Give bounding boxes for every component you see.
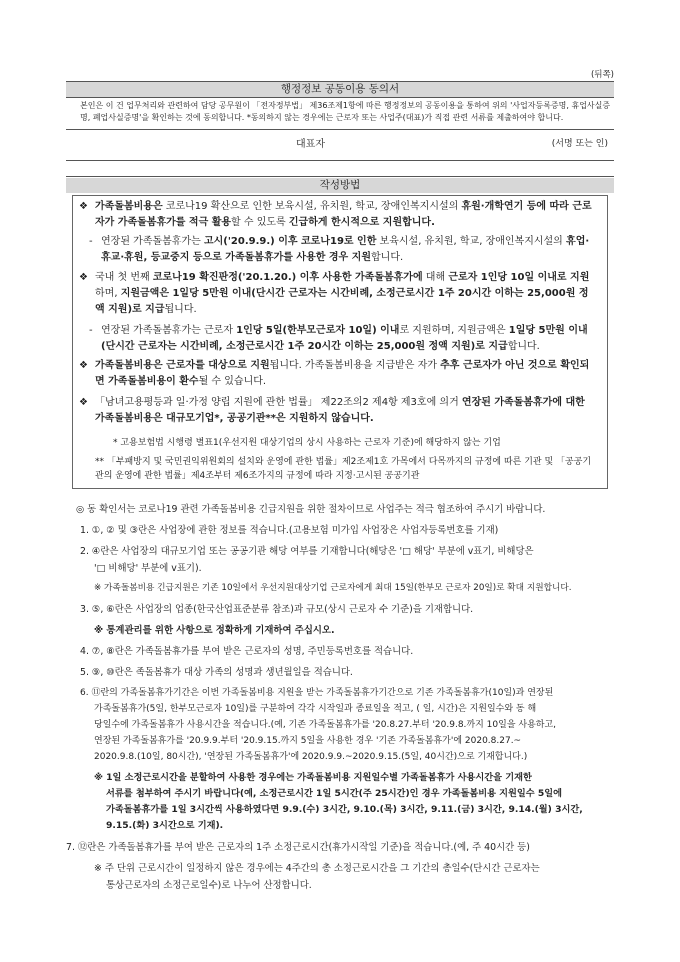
instruction-6 <box>80 687 620 701</box>
signature-field[interactable]: (서명 또는 인) <box>551 139 608 149</box>
instruction-4: 4. ⑦, ⑧란은 가족돌봄휴가를 부여 받은 근로자의 성명, 주민등록번호를 적습니다. <box>80 646 414 657</box>
instruction-6-line: 2020.9.8.(10일, 80시간), '연장된 가족돌봄휴가'에 2020.9.9.~2020.9.15.(5일, 40시간)으로 기재합니다.) <box>94 752 528 762</box>
body-text: 보육시설, 유치원, 학교, 장애인복지시설의 <box>376 236 567 247</box>
note-7-line: ※ 주 단위 근로시간이 일정하지 않은 경우에는 4주간의 총 소정근로시간을 그 기간의 총일수(단시간 근로자는 <box>94 863 540 874</box>
diamond-marker: ❖ <box>79 360 88 371</box>
emph-text: 추후 근로자가 아닌 것으로 확인되면 가족돌봄비용이 환수 <box>95 360 590 388</box>
body-text: 「남녀고용평등과 일·가정 양립 지원에 관한 법률」 제22조의2 제4항 제3호에 의거 <box>95 397 462 408</box>
emph-text: 연장된 가족돌봄휴가에 대한 가족돌봄비용은 대규모기업*, 공공기관**은 지원하지 않습니다. <box>95 397 585 425</box>
emph-text: 1일당 5만원 이내(단시간 근로자는 시간비례, 소정근로시간 1주 20시간 이하는 25,000원 정액 지원)로 지급 <box>101 325 588 353</box>
divider <box>66 176 614 177</box>
agreement-body: 본인은 이 건 업무처리와 관련하여 담당 공무원이 「전자정부법」 제36조제1항에 따른 행정정보의 공동이용을 통하여 위의 '사업자등록증명, 휴업사실증명, 폐업사실증명'을 확인하는 것에 동의합니다. *동의하지 않는 경우에는 근로자 또는 사업주(대표)가 직접 관련 서류를 제출하여야 합니다. <box>80 101 611 123</box>
body-text: 대해 <box>422 272 449 283</box>
instruction-3: 3. ⑤, ⑥란은 사업장의 업종(한국산업표준분류 참조)과 규모(상시 근로자 수 기준)을 기재합니다. <box>80 604 474 615</box>
method-subitem <box>73 234 593 266</box>
dash-marker: - <box>89 236 93 247</box>
body-text: 국내 첫 번째 <box>95 272 153 283</box>
body-text: 코로나19 확산으로 인한 보육시설, 유치원, 학교, 장애인복지시설의 <box>162 201 462 212</box>
body-text: 됩니다. <box>164 304 197 316</box>
instruction-1: 1. ①, ② 및 ③란은 사업장에 관한 정보를 적습니다.(고용보험 미가입 사업장은 사업자등록번호를 기재) <box>80 525 499 536</box>
instruction-5: 5. ⑨, ⑩란은 족돌봄휴가 대상 가족의 성명과 생년월일을 적습니다. <box>80 667 353 678</box>
agreement-title: 행정정보 공동이용 동의서 <box>66 82 614 97</box>
divider <box>66 160 614 161</box>
body-text: 될 수 있습니다. <box>198 376 267 388</box>
body-text: 하며, <box>95 288 121 300</box>
instruction-6-line: 당일수에 가족돌봄휴가 사용시간을 적습니다.(예, 기존 가족돌봄휴가를 '20.8.27.부터 '20.9.8.까지 10일을 사용하고, <box>94 720 557 730</box>
intro-line: ◎ 동 확인서는 코로나19 관련 가족돌봄비용 긴급지원을 위한 절차이므로 사업주는 적극 협조하여 주시기 바랍니다. <box>76 504 546 515</box>
note-6-line: 서류를 첨부하여 주시기 바랍니다(예, 소정근로시간 1일 5시간(주 25시간)인 경우 가족돌봄비용 지원일수 5일에 <box>106 788 562 799</box>
instruction-6-line: 6. ⑪란의 가족돌봄휴가기간은 이번 가족돌봄비용 지원을 받는 가족돌봄휴가기간으로 기존 가족돌봄휴가(10일)과 연장된 <box>80 688 554 698</box>
body-text: 할 수 있도록 <box>231 217 289 229</box>
method-item <box>73 270 593 319</box>
body-text: 로 지원하며, 지원금액은 <box>399 325 509 336</box>
note-3: ※ 통계관리를 위한 사항으로 정확하게 기재하여 주십시오. <box>94 625 335 636</box>
method-box <box>72 195 608 489</box>
instruction-6-line: 가족돌봄휴가(5일, 한부모근로자 10일)를 구분하여 각각 시작일과 종료일을 적고, ( 일, 시간)은 지원일수와 동 해 <box>94 704 537 714</box>
emph-text: 긴급하게 한시적으로 지원합니다. <box>288 217 435 229</box>
emph-text: 휴업·휴교·휴원, 등교중지 등으로 가족돌봄휴가를 사용한 경우 지원 <box>101 236 590 264</box>
method-subitem <box>73 323 593 355</box>
emph-text: 가족돌봄비용은 <box>95 201 163 212</box>
note-2: ※ 가족돌봄비용 긴급지원은 기존 10일에서 우선지원대상기업 근로자에게 최대 15일(한부모 근로자 20일)로 확대 지원합니다. <box>94 583 572 593</box>
method-item <box>73 395 593 427</box>
instruction-6-line: 연장된 가족돌봄휴가를 '20.9.9.부터 '20.9.15.까지 5일을 사용한 경우 '기존 가족돌봄휴가'에 2020.8.27.~ <box>94 736 522 746</box>
footnote: ** 「부패방지 및 국민권익위원회의 설치와 운영에 관한 법률」제2조제1호 가목에서 다목까지의 규정에 따른 기관 및 「공공기관의 운영에 관한 법률」제4조부터 제6조가지의 규정에 따라 지정·고시된 공공기관 <box>95 457 592 482</box>
note-7-line: 통상근로자의 소정근로일수)로 나누어 산정합니다. <box>106 880 312 891</box>
instruction-2: 2. ④란은 사업장의 대규모기업 또는 공공기관 해당 여부를 기재합니다(해당은 '□ 해당' 부분에 v표기, 비해당은 <box>80 546 534 557</box>
method-item <box>73 199 593 231</box>
emph-text: 1인당 5일(한부모근로자 10일) 이내 <box>236 325 400 336</box>
emph-text: 가족돌봄비용은 근로자를 대상으로 지원 <box>95 360 270 371</box>
instruction-2-cont: '□ 비해당' 부분에 v표기). <box>94 563 202 574</box>
diamond-marker: ❖ <box>79 272 88 283</box>
note-6-line: ※ 1일 소정근로시간을 분할하여 사용한 경우에는 가족돌봄비용 지원일수별 가족돌봄휴가 사용시간을 기재한 <box>94 772 532 783</box>
diamond-marker: ❖ <box>79 397 88 408</box>
body-text: 연장된 가족돌봄휴가는 근로자 <box>101 325 237 336</box>
divider <box>66 97 614 98</box>
body-text: 연장된 가족돌봄휴가는 <box>101 236 204 247</box>
diamond-marker: ❖ <box>79 201 88 212</box>
page-marker: (뒤쪽) <box>590 70 614 80</box>
divider <box>66 129 614 130</box>
body-text: 됩니다. 가족돌봄비용을 지급받은 자가 <box>269 360 441 371</box>
dash-marker: - <box>89 325 93 336</box>
footnote: * 고용보험법 시행령 별표1(우선지원 대상기업의 상시 사용하는 근로자 기준)에 해당하지 않는 기업 <box>113 438 501 448</box>
emph-text: 근로자 1인당 10일 이내로 지원 <box>448 272 590 283</box>
representative-label: 대표자 <box>296 139 325 150</box>
instruction-7: 7. ⑫란은 가족돌봄휴가를 부여 받은 근로자의 1주 소정근로시간(휴가시작일 기준)을 적습니다.(예, 주 40시간 등) <box>66 842 530 853</box>
note-6-line: 9.15.(화) 3시간으로 기재). <box>106 820 224 831</box>
note-6-line: 가족돌봄휴가를 1일 3시간씩 사용하였다면 9.9.(수) 3시간, 9.10.(목) 3시간, 9.11.(금) 3시간, 9.14.(월) 3시간, <box>106 804 583 815</box>
body-text: 합니다. <box>371 252 404 264</box>
emph-text: 코로나19 확진판정('20.1.20.) 이후 사용한 가족돌봄휴가에 <box>152 272 423 283</box>
method-title: 작성방법 <box>66 178 614 193</box>
emph-text: 휴원·개학연기 등에 따라 근로자가 가족돌봄휴가를 적극 활용 <box>95 201 592 229</box>
emph-text: 지원금액은 1일당 5만원 이내(단시간 근로자는 시간비례, 소정근로시간 1주 20시간 이하는 25,000원 정액 지원)로 지급 <box>95 288 589 316</box>
body-text: 합니다. <box>507 341 540 353</box>
method-item <box>73 358 593 390</box>
emph-text: 고시('20.9.9.) 이후 코로나19로 인한 <box>203 236 377 247</box>
